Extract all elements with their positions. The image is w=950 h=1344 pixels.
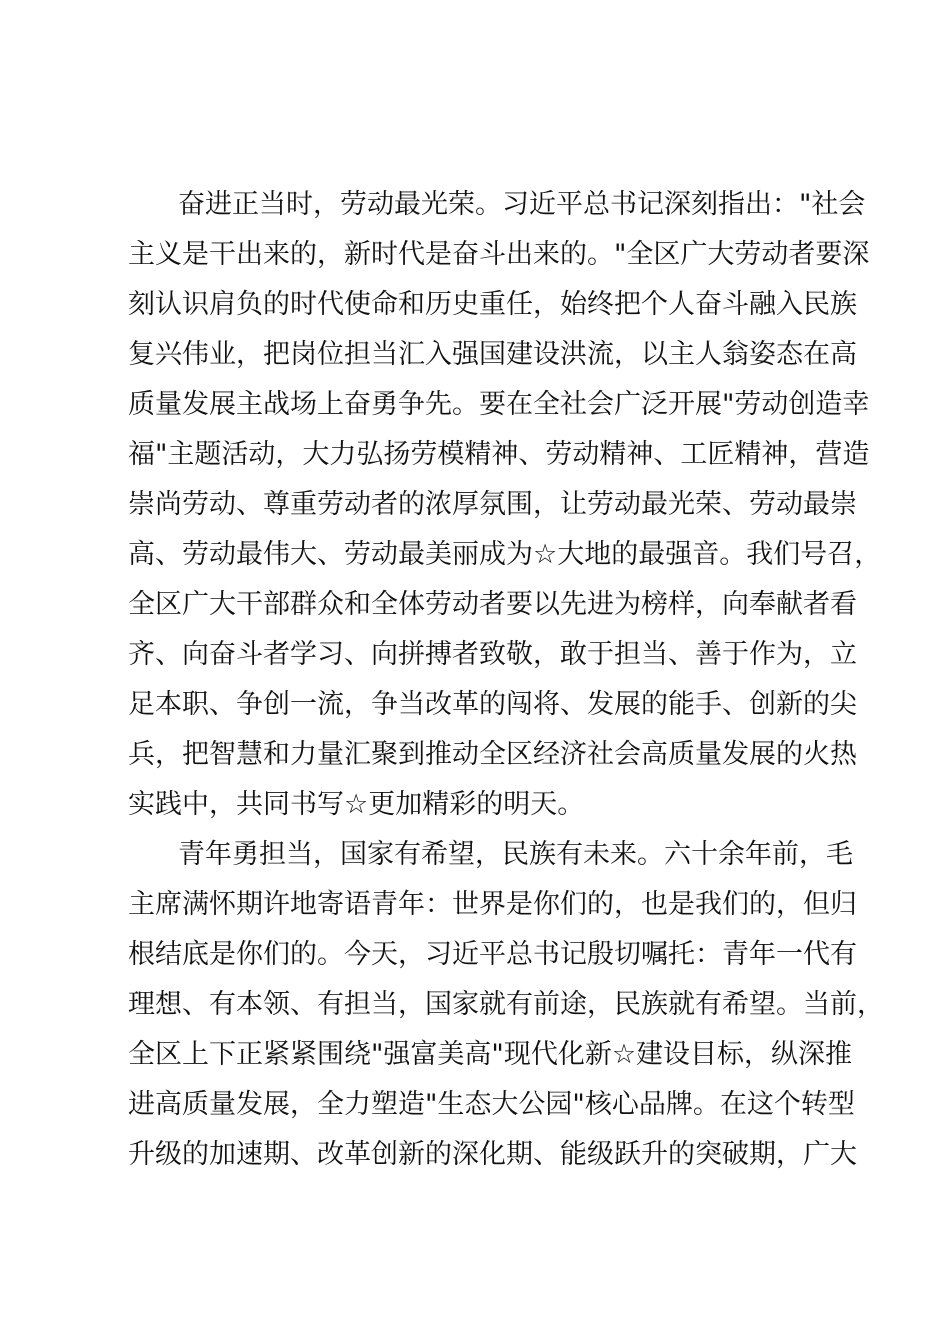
paragraph-line: 全区上下正紧紧围绕"强富美高"现代化新☆建设目标，纵深推 xyxy=(128,1039,853,1070)
paragraph-line: 质量发展主战场上奋勇争先。要在全社会广泛开展"劳动创造幸 xyxy=(128,389,870,420)
paragraph-line: 理想、有本领、有担当，国家就有前途，民族就有希望。当前， xyxy=(128,989,884,1020)
paragraph-first-line: 青年勇担当，国家有希望，民族有未来。六十余年前，毛 xyxy=(178,839,853,870)
paragraph-line: 实践中，共同书写☆更加精彩的明天。 xyxy=(128,789,585,820)
paragraph-line: 主席满怀期许地寄语青年：世界是你们的，也是我们的，但归 xyxy=(128,889,857,920)
paragraph-line: 升级的加速期、改革创新的深化期、能级跃升的突破期，广大 xyxy=(128,1139,857,1170)
paragraph-line: 兵，把智慧和力量汇聚到推动全区经济社会高质量发展的火热 xyxy=(128,739,857,770)
paragraph-line: 主义是干出来的，新时代是奋斗出来的。"全区广大劳动者要深 xyxy=(128,239,870,270)
paragraph-line: 进高质量发展，全力塑造"生态大公园"核心品牌。在这个转型 xyxy=(128,1089,855,1120)
paragraph-line: 全区广大干部群众和全体劳动者要以先进为榜样，向奉献者看 xyxy=(128,589,857,620)
paragraph-line: 高、劳动最伟大、劳动最美丽成为☆大地的最强音。我们号召， xyxy=(128,539,882,570)
paragraph-line: 复兴伟业，把岗位担当汇入强国建设洪流，以主人翁姿态在高 xyxy=(128,339,857,370)
paragraph-line: 足本职、争创一流，争当改革的闯将、发展的能手、创新的尖 xyxy=(128,689,857,720)
paragraph-line: 福"主题活动，大力弘扬劳模精神、劳动精神、工匠精神，营造 xyxy=(128,439,870,470)
paragraph-line: 刻认识肩负的时代使命和历史重任，始终把个人奋斗融入民族 xyxy=(128,289,857,320)
paragraph-line: 根结底是你们的。今天，习近平总书记殷切嘱托：青年一代有 xyxy=(128,939,857,970)
paragraph-first-line: 奋进正当时，劳动最光荣。习近平总书记深刻指出："社会 xyxy=(178,189,866,220)
paragraph-line: 崇尚劳动、尊重劳动者的浓厚氛围，让劳动最光荣、劳动最崇 xyxy=(128,489,857,520)
paragraph-line: 齐、向奋斗者学习、向拼搏者致敬，敢于担当、善于作为，立 xyxy=(128,639,857,670)
